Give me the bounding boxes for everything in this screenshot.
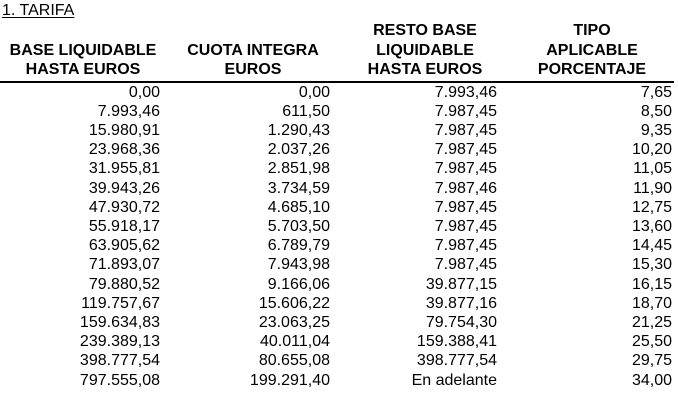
cell-resto-base-liquidable: 39.877,16 (425, 294, 497, 312)
cell-resto-base-liquidable: 159.388,41 (416, 333, 497, 351)
table-row (0, 82, 674, 102)
cell-base-liquidable: 7.993,46 (97, 102, 160, 120)
cell-cuota-integra: 611,50 (282, 102, 330, 120)
cell-resto-base-liquidable: 7.987,45 (434, 198, 497, 216)
tarifa-table (0, 21, 674, 390)
cell-resto-base-liquidable: 79.754,30 (425, 313, 497, 331)
cell-tipo-aplicable: 7,65 (640, 83, 672, 101)
cell-tipo-aplicable: 15,30 (631, 256, 672, 274)
cell-tipo-aplicable: 11,90 (633, 179, 672, 197)
cell-base-liquidable: 39.943,26 (88, 179, 160, 197)
table-row (0, 159, 674, 178)
cell-cuota-integra: 2.037,26 (267, 141, 330, 159)
cell-cuota-integra: 1.290,43 (267, 121, 330, 139)
cell-tipo-aplicable: 25,50 (631, 333, 672, 351)
cell-resto-base-liquidable: 7.987,46 (434, 179, 497, 197)
cell-tipo-aplicable: 12,75 (631, 198, 672, 216)
table-row (0, 140, 674, 159)
cell-base-liquidable: 159.634,83 (79, 313, 160, 331)
cell-resto-base-liquidable: 7.987,45 (434, 237, 497, 255)
table-row (0, 332, 674, 351)
cell-resto-base-liquidable: 7.987,45 (434, 256, 497, 274)
cell-cuota-integra: 2.851,98 (267, 160, 330, 178)
cell-tipo-aplicable: 29,75 (631, 352, 672, 370)
cell-cuota-integra: 3.734,59 (267, 179, 330, 197)
cell-base-liquidable: 15.980,91 (88, 121, 160, 139)
cell-base-liquidable: 31.955,81 (88, 160, 160, 178)
cell-base-liquidable: 119.757,67 (81, 294, 160, 312)
table-row (0, 179, 674, 198)
cell-base-liquidable: 0,00 (128, 83, 160, 101)
cell-cuota-integra: 4.685,10 (267, 198, 330, 216)
table-row (0, 275, 674, 294)
cell-tipo-aplicable: 18,70 (631, 294, 672, 312)
table-row (0, 217, 674, 236)
cell-base-liquidable: 79.880,52 (88, 275, 160, 293)
cell-resto-base-liquidable: En adelante (411, 371, 497, 389)
cell-cuota-integra: 23.063,25 (258, 313, 330, 331)
cell-tipo-aplicable: 10,20 (631, 141, 672, 159)
section-title: 1. TARIFA (2, 2, 75, 19)
cell-cuota-integra: 199.291,40 (249, 371, 330, 389)
cell-base-liquidable: 47.930,72 (88, 198, 160, 216)
table-row (0, 313, 674, 332)
cell-tipo-aplicable: 9,35 (640, 121, 672, 139)
cell-tipo-aplicable: 11,05 (633, 160, 672, 178)
table-row (0, 255, 674, 274)
cell-base-liquidable: 71.893,07 (88, 256, 160, 274)
cell-tipo-aplicable: 8,50 (640, 102, 672, 120)
table-row (0, 351, 674, 370)
table-header (0, 21, 674, 82)
cell-cuota-integra: 40.011,04 (260, 333, 330, 351)
cell-tipo-aplicable: 14,45 (631, 237, 672, 255)
cell-cuota-integra: 5.703,50 (267, 217, 330, 235)
cell-cuota-integra: 6.789,79 (267, 237, 330, 255)
header-cuota-integra: CUOTA INTEGRA EUROS (166, 21, 340, 82)
table-row (0, 121, 674, 140)
cell-tipo-aplicable: 34,00 (631, 371, 672, 389)
header-tipo-aplicable: TIPO APLICABLE PORCENTAJE (510, 21, 674, 82)
table-row (0, 294, 674, 313)
cell-cuota-integra: 7.943,98 (267, 256, 330, 274)
header-resto-base-liquidable: RESTO BASE LIQUIDABLE HASTA EUROS (340, 21, 510, 82)
table-row (0, 371, 674, 390)
cell-base-liquidable: 239.389,13 (79, 333, 160, 351)
cell-cuota-integra: 0,00 (298, 83, 330, 101)
cell-resto-base-liquidable: 7.987,45 (434, 102, 497, 120)
cell-resto-base-liquidable: 7.987,45 (434, 121, 497, 139)
cell-resto-base-liquidable: 39.877,15 (425, 275, 497, 293)
table-body (0, 82, 674, 390)
table-row (0, 236, 674, 255)
cell-resto-base-liquidable: 7.987,45 (434, 141, 497, 159)
cell-resto-base-liquidable: 7.987,45 (434, 160, 497, 178)
cell-base-liquidable: 398.777,54 (79, 352, 160, 370)
cell-cuota-integra: 80.655,08 (258, 352, 330, 370)
cell-tipo-aplicable: 13,60 (631, 217, 672, 235)
header-base-liquidable: BASE LIQUIDABLE HASTA EUROS (0, 21, 166, 82)
cell-resto-base-liquidable: 7.987,45 (434, 217, 497, 235)
cell-base-liquidable: 797.555,08 (79, 371, 160, 389)
cell-tipo-aplicable: 16,15 (631, 275, 672, 293)
cell-base-liquidable: 63.905,62 (88, 237, 160, 255)
cell-resto-base-liquidable: 398.777,54 (416, 352, 497, 370)
cell-resto-base-liquidable: 7.993,46 (434, 83, 497, 101)
table-row (0, 102, 674, 121)
cell-cuota-integra: 15.606,22 (258, 294, 330, 312)
cell-cuota-integra: 9.166,06 (267, 275, 330, 293)
cell-base-liquidable: 55.918,17 (88, 217, 160, 235)
cell-tipo-aplicable: 21,25 (631, 313, 672, 331)
cell-base-liquidable: 23.968,36 (88, 141, 160, 159)
table-row (0, 198, 674, 217)
